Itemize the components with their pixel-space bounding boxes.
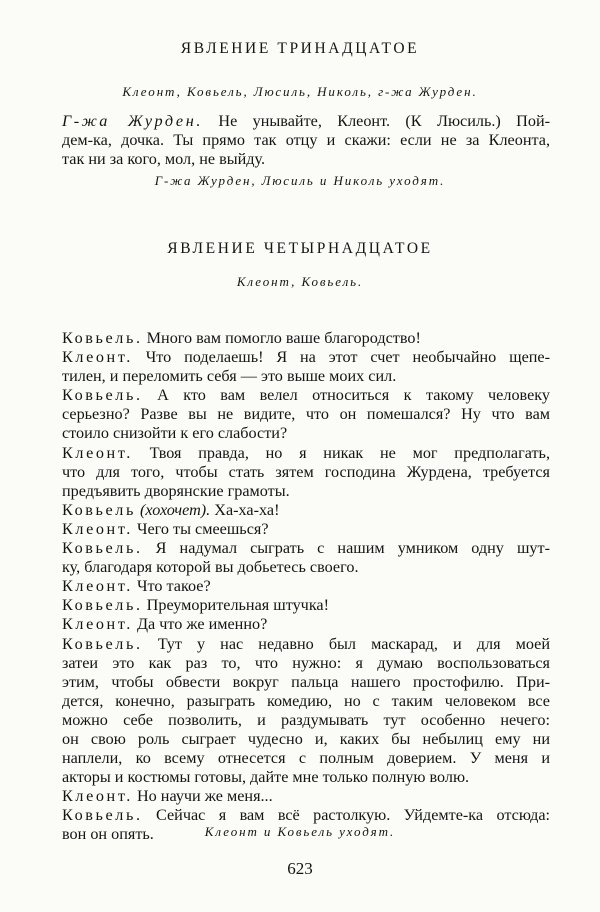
- replica: [62, 596, 550, 615]
- replica-text: Я надумал сыграть с нашим умником одну шут-: [155, 539, 550, 558]
- replica-line: [62, 424, 550, 443]
- replica-line: [62, 577, 550, 596]
- replica: [62, 539, 550, 577]
- replica-text: дется, конечно, разыграть комедию, но с таким человеком все: [62, 691, 550, 710]
- replica-text: акторы и костюмы готовы, дайте мне только полную волю.: [62, 768, 470, 787]
- replica: [62, 615, 550, 634]
- speaker-name: Г-жа Журден.: [62, 112, 203, 130]
- replica-line: [62, 787, 550, 806]
- replica-line: [62, 596, 550, 615]
- replica: [62, 386, 550, 443]
- replica-line: [62, 444, 550, 463]
- replica-line: [62, 711, 550, 730]
- replica-line: [62, 386, 550, 405]
- replica-line: [62, 348, 550, 367]
- replica: [62, 520, 550, 539]
- replica-line: [62, 112, 550, 131]
- replica-text: затеи это как раз то, что нужно: я думаю воспользоваться: [62, 653, 550, 672]
- replica-text: тилен, и переломить себя — это выше моих сил.: [62, 367, 397, 386]
- scene-14-body: [62, 329, 550, 845]
- replica-text: Но научи же меня...: [136, 787, 273, 806]
- replica: [62, 635, 550, 788]
- replica-text: можно себе позволить, и раздумывать тут особенно нечего:: [62, 710, 550, 729]
- replica-line: [62, 539, 550, 558]
- stage-direction: (хохочет).: [140, 500, 211, 519]
- replica-line: [62, 749, 550, 768]
- replica-line: [62, 405, 550, 424]
- speaker-name: Клеонт.: [62, 615, 133, 634]
- speaker-name: Ковьель.: [62, 386, 143, 405]
- speaker-name: Клеонт.: [62, 577, 133, 596]
- scene-13-heading: ЯВЛЕНИЕ ТРИНАДЦАТОЕ: [180, 40, 420, 57]
- scene-14-exit: Клеонт и Ковьель уходят.: [204, 824, 396, 839]
- replica-text: вон он опять.: [62, 825, 154, 844]
- replica-line: [62, 806, 550, 825]
- replica-line: [62, 558, 550, 577]
- scene-14-cast: Клеонт, Ковьель.: [236, 274, 364, 289]
- replica-line: [62, 768, 550, 787]
- replica: [62, 348, 550, 386]
- replica: [62, 444, 550, 501]
- replica-text: он свою роль сыграет чудесно и, каких бы небылиц ему ни: [62, 729, 550, 748]
- scene-13-replica: [62, 112, 550, 169]
- speaker-name: Клеонт.: [62, 519, 133, 538]
- replica-line: [62, 501, 550, 520]
- replica-line: [62, 635, 550, 654]
- replica-text: Чего ты смеешься?: [136, 519, 269, 538]
- replica-text: Много вам помогло ваше благородство!: [146, 329, 421, 347]
- replica-text: стоило снизойти к его слабости?: [62, 424, 288, 443]
- replica-line: [62, 692, 550, 711]
- replica-line: [62, 463, 550, 482]
- replica-text: Преуморительная штучка!: [146, 596, 330, 615]
- replica-text: Тут у нас недавно был маскарад, и для моей: [157, 634, 550, 653]
- replica-line: [62, 615, 550, 634]
- speaker-name: Ковьель.: [62, 596, 143, 615]
- replica-line: [62, 673, 550, 692]
- replica-line: [62, 482, 550, 501]
- replica-line: [62, 520, 550, 539]
- scene-13-cast: Клеонт, Ковьель, Люсиль, Николь, г-жа Журден.: [122, 84, 478, 99]
- speaker-name: Клеонт.: [62, 348, 133, 367]
- page-number: 623: [287, 859, 313, 878]
- replica-text: предъявить дворянские грамоты.: [62, 481, 290, 500]
- replica-text: Да что же именно?: [136, 615, 268, 634]
- speaker-name: Клеонт.: [62, 443, 133, 462]
- replica-text: А кто вам велел относиться к такому человеку: [157, 386, 550, 405]
- speaker-name: Ковьель.: [62, 634, 143, 653]
- scene-14-heading: ЯВЛЕНИЕ ЧЕТЫРНАДЦАТОЕ: [167, 240, 433, 257]
- replica-text: Сейчас я вам всё растолкую. Уйдемте-ка отсюда:: [156, 806, 551, 825]
- replica-text: Что поделаешь! Я на этот счет необычайно щепе-: [145, 348, 550, 367]
- speaker-name: Клеонт.: [62, 787, 133, 806]
- replica: [62, 787, 550, 806]
- replica-line: [62, 730, 550, 749]
- replica-text: ку, благодаря которой вы добьетесь своего.: [62, 558, 359, 577]
- replica: [62, 329, 550, 348]
- replica-text: наплели, ко всему отнесется с полным доверием. У меня и: [62, 749, 550, 768]
- replica-text: Твоя правда, но я никак не мог предполагать,: [149, 443, 550, 462]
- replica-line: дем-ка, дочка. Ты прямо так отцу и скажи: если не за Клеонта,: [62, 131, 550, 150]
- replica-line: [62, 367, 550, 386]
- replica-line: [62, 329, 550, 348]
- replica: [62, 501, 550, 520]
- replica-line: так ни за кого, мол, не выйду.: [62, 150, 266, 169]
- replica-text: серьезно? Разве вы не видите, что он помешался? Ну что вам: [62, 405, 550, 424]
- speaker-name: Ковьель.: [62, 329, 143, 347]
- replica-text: что для того, чтобы стать зятем господина Журдена, требуется: [62, 462, 550, 481]
- speaker-name: Ковьель.: [62, 539, 143, 558]
- scene-13-exit: Г-жа Журден, Люсиль и Николь уходят.: [154, 173, 446, 188]
- replica-text: этим, чтобы обвести вокруг пальца нашего простофилю. При-: [62, 672, 550, 691]
- replica-text: Ха-ха-ха!: [214, 500, 280, 519]
- replica-line: [62, 654, 550, 673]
- replica-text: Что такое?: [136, 577, 211, 596]
- speaker-name: Ковьель.: [62, 806, 143, 825]
- replica: [62, 577, 550, 596]
- replica-text: Не унывайте, Клеонт. (К Люсиль.) Пой-: [218, 112, 551, 130]
- speaker-name: Ковьель: [62, 500, 136, 519]
